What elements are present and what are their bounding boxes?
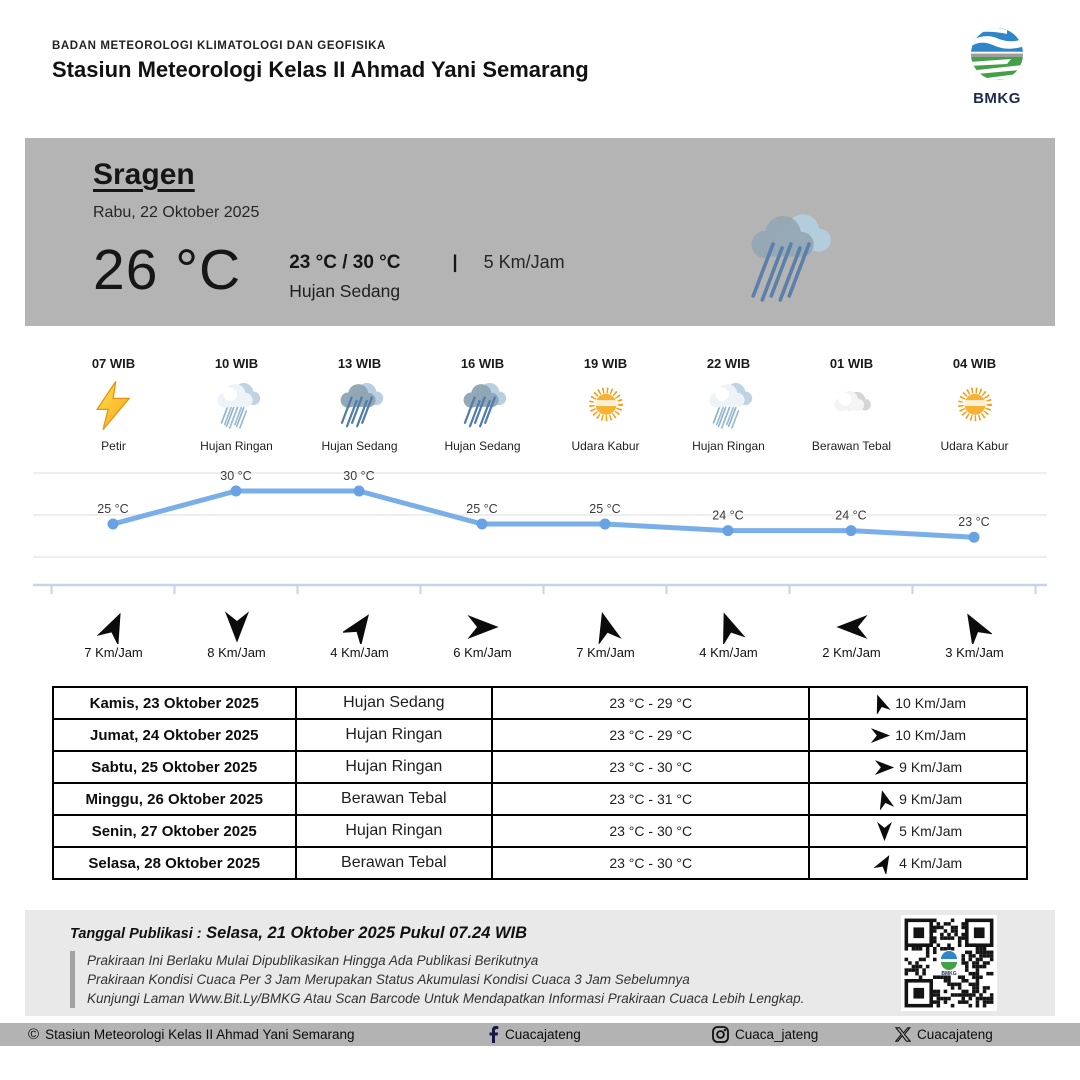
table-row xyxy=(53,783,1027,815)
hazy-sun-icon xyxy=(579,379,633,433)
hour-time: 16 WIB xyxy=(460,356,505,371)
thick-cloud-icon xyxy=(825,379,879,433)
hourly-item xyxy=(421,356,544,453)
hour-condition: Berawan Tebal xyxy=(811,439,892,453)
thunder-icon xyxy=(87,379,141,433)
temperature-chart xyxy=(25,461,1080,608)
day-condition: Hujan Ringan xyxy=(296,751,493,783)
day-temp-range: 23 °C - 30 °C xyxy=(492,815,809,847)
table-row xyxy=(53,751,1027,783)
wind-item xyxy=(175,610,298,660)
bmkg-logo-icon xyxy=(967,26,1027,84)
wind-speed-label: 10 Km/Jam xyxy=(895,727,967,743)
wind-direction-icon xyxy=(870,693,891,714)
hour-condition: Petir xyxy=(101,439,126,453)
table-row xyxy=(53,847,1027,879)
wind-direction-icon xyxy=(835,610,869,644)
hourly-item xyxy=(52,356,175,453)
svg-text:23 °C: 23 °C xyxy=(958,515,990,530)
hour-condition: Hujan Ringan xyxy=(200,439,273,453)
day-condition: Berawan Tebal xyxy=(296,847,493,879)
hour-condition: Hujan Sedang xyxy=(444,439,521,453)
day-condition: Berawan Tebal xyxy=(296,783,493,815)
social-bar xyxy=(0,1023,1080,1046)
wind-direction-icon xyxy=(874,821,895,842)
facebook-handle: Cuacajateng xyxy=(505,1027,581,1042)
day-wind xyxy=(809,847,1027,879)
x-icon xyxy=(895,1027,911,1042)
hourly-item xyxy=(544,356,667,453)
hour-time: 04 WIB xyxy=(952,356,997,371)
day-condition: Hujan Ringan xyxy=(296,815,493,847)
svg-text:24 °C: 24 °C xyxy=(712,508,744,523)
rain-cloud-icon xyxy=(735,210,845,310)
footer-note: Prakiraan Ini Berlaku Mulai Dipublikasikan Hingga Ada Publikasi Berikutnya xyxy=(87,953,539,968)
hour-condition: Udara Kabur xyxy=(571,439,640,453)
hour-time: 10 WIB xyxy=(214,356,259,371)
hour-time: 07 WIB xyxy=(91,356,136,371)
footer-note: Kunjungi Laman Www.Bit.Ly/BMKG Atau Scan Barcode Untuk Mendapatkan Informasi Prakiraan Cuaca Lebih Lengkap. xyxy=(87,991,805,1006)
day-date: Jumat, 24 Oktober 2025 xyxy=(53,719,296,751)
day-condition: Hujan Sedang xyxy=(296,687,493,719)
wind-direction-icon xyxy=(870,725,891,746)
wind-speed-label: 10 Km/Jam xyxy=(895,695,967,711)
copyright-icon: © xyxy=(28,1026,40,1043)
qr-code xyxy=(901,915,997,1011)
svg-text:BMKG: BMKG xyxy=(941,971,957,977)
wind-speed-label: 7 Km/Jam xyxy=(84,645,143,660)
wind-direction-icon xyxy=(97,610,131,644)
wind-speed-label: 7 Km/Jam xyxy=(576,645,635,660)
agency-name: BADAN METEOROLOGI KLIMATOLOGI DAN GEOFISIKA xyxy=(52,40,386,52)
hourly-wind-row xyxy=(52,610,1080,660)
instagram-link[interactable] xyxy=(712,1023,818,1046)
current-date: Rabu, 22 Oktober 2025 xyxy=(93,204,260,221)
day-temp-range: 23 °C - 31 °C xyxy=(492,783,809,815)
bmkg-logo-text: BMKG xyxy=(973,90,1021,107)
day-date: Minggu, 26 Oktober 2025 xyxy=(53,783,296,815)
wind-speed-label: 4 Km/Jam xyxy=(699,645,758,660)
wind-speed-label: 2 Km/Jam xyxy=(822,645,881,660)
day-date: Selasa, 28 Oktober 2025 xyxy=(53,847,296,879)
moderate-rain-icon xyxy=(333,379,387,433)
copyright-text: Stasiun Meteorologi Kelas II Ahmad Yani Semarang xyxy=(45,1027,355,1042)
svg-text:25 °C: 25 °C xyxy=(589,502,621,516)
svg-text:25 °C: 25 °C xyxy=(466,502,498,516)
day-wind xyxy=(809,687,1027,719)
wind-speed-label: 3 Km/Jam xyxy=(945,645,1004,660)
instagram-icon xyxy=(712,1026,729,1043)
wind-speed-label: 4 Km/Jam xyxy=(330,645,389,660)
hour-condition: Udara Kabur xyxy=(940,439,1009,453)
day-temp-range: 23 °C - 30 °C xyxy=(492,751,809,783)
wind-item xyxy=(667,610,790,660)
page-header xyxy=(0,0,1080,110)
wind-speed-label: 5 Km/Jam xyxy=(899,823,963,839)
svg-text:30 °C: 30 °C xyxy=(343,469,375,483)
current-temperature: 26 °C xyxy=(93,238,242,302)
hour-time: 13 WIB xyxy=(337,356,382,371)
wind-direction-icon xyxy=(958,610,992,644)
wind-direction-icon xyxy=(874,757,895,778)
hour-condition: Hujan Sedang xyxy=(321,439,398,453)
wind-item xyxy=(544,610,667,660)
current-wind-speed: 5 Km/Jam xyxy=(483,252,565,272)
instagram-handle: Cuaca_jateng xyxy=(735,1027,819,1042)
wind-speed-label: 9 Km/Jam xyxy=(899,791,963,807)
station-name: Stasiun Meteorologi Kelas II Ahmad Yani Semarang xyxy=(52,57,589,82)
svg-text:24 °C: 24 °C xyxy=(835,508,867,523)
moderate-rain-icon xyxy=(456,379,510,433)
publication-value: Selasa, 21 Oktober 2025 Pukul 07.24 WIB xyxy=(206,924,528,942)
table-row xyxy=(53,815,1027,847)
day-wind xyxy=(809,751,1027,783)
hourly-forecast-row xyxy=(52,356,1080,453)
publication-label: Tanggal Publikasi : xyxy=(70,926,202,942)
table-row xyxy=(53,719,1027,751)
wind-item xyxy=(421,610,544,660)
hour-time: 19 WIB xyxy=(583,356,628,371)
day-temp-range: 23 °C - 29 °C xyxy=(492,687,809,719)
day-wind xyxy=(809,815,1027,847)
day-temp-range: 23 °C - 29 °C xyxy=(492,719,809,751)
day-date: Sabtu, 25 Oktober 2025 xyxy=(53,751,296,783)
hourly-item xyxy=(298,356,421,453)
publication-footer xyxy=(25,910,1055,1016)
day-temp-range: 23 °C - 30 °C xyxy=(492,847,809,879)
day-date: Kamis, 23 Oktober 2025 xyxy=(53,687,296,719)
wind-item xyxy=(790,610,913,660)
day-wind xyxy=(809,719,1027,751)
facebook-icon xyxy=(488,1026,499,1043)
wind-direction-icon xyxy=(466,610,500,644)
hour-condition: Hujan Ringan xyxy=(692,439,765,453)
daily-forecast-table xyxy=(52,686,1028,880)
wind-direction-icon xyxy=(589,610,623,644)
location-link[interactable]: Sragen xyxy=(93,158,195,191)
current-weather-card xyxy=(25,138,1055,326)
day-wind xyxy=(809,783,1027,815)
wind-speed-label: 6 Km/Jam xyxy=(453,645,512,660)
hourly-item xyxy=(913,356,1036,453)
bmkg-logo xyxy=(958,26,1036,107)
temp-range: 23 °C / 30 °C xyxy=(289,252,401,273)
current-condition: Hujan Sedang xyxy=(289,281,401,301)
wind-direction-icon xyxy=(874,853,895,874)
hour-time: 01 WIB xyxy=(829,356,874,371)
copyright-item xyxy=(28,1023,355,1046)
hourly-item xyxy=(790,356,913,453)
hourly-item xyxy=(667,356,790,453)
wind-item xyxy=(298,610,421,660)
svg-text:25 °C: 25 °C xyxy=(97,502,129,516)
facebook-link[interactable] xyxy=(488,1023,581,1046)
wind-speed-label: 8 Km/Jam xyxy=(207,645,266,660)
footer-note: Prakiraan Kondisi Cuaca Per 3 Jam Merupakan Status Akumulasi Kondisi Cuaca 3 Jam Sebelumnya xyxy=(87,972,690,987)
wind-direction-icon xyxy=(874,789,895,810)
wind-direction-icon xyxy=(712,610,746,644)
light-rain-icon xyxy=(210,379,264,433)
table-row xyxy=(53,687,1027,719)
wind-direction-icon xyxy=(220,610,254,644)
wind-speed-label: 9 Km/Jam xyxy=(899,759,963,775)
light-rain-icon xyxy=(702,379,756,433)
svg-text:30 °C: 30 °C xyxy=(220,469,252,483)
hazy-sun-icon xyxy=(948,379,1002,433)
separator: | xyxy=(452,252,458,272)
wind-speed-label: 4 Km/Jam xyxy=(899,855,963,871)
wind-item xyxy=(913,610,1036,660)
day-date: Senin, 27 Oktober 2025 xyxy=(53,815,296,847)
hourly-item xyxy=(175,356,298,453)
wind-item xyxy=(52,610,175,660)
wind-direction-icon xyxy=(343,610,377,644)
hour-time: 22 WIB xyxy=(706,356,751,371)
x-handle: Cuacajateng xyxy=(917,1027,993,1042)
day-condition: Hujan Ringan xyxy=(296,719,493,751)
x-link[interactable] xyxy=(895,1023,993,1046)
